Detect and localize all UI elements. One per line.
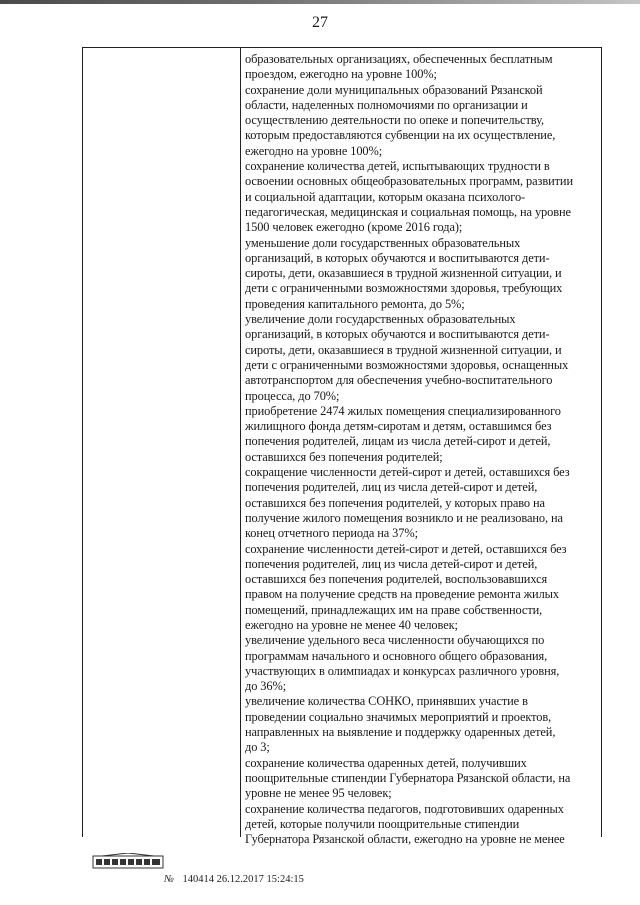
- text-line: проведении социально значимых мероприятий и проектов,: [245, 709, 552, 724]
- text-line: детей, которые получили поощрительные стипендии: [245, 816, 520, 831]
- text-line: образовательных организациях, обеспеченных бесплатным: [245, 52, 553, 66]
- text-line: Губернатора Рязанской области, ежегодно на уровне не менее: [245, 832, 565, 847]
- text-line: уменьшение доли государственных образовательных: [245, 235, 521, 250]
- text-line: автотранспортом для обеспечения учебно-воспитательного: [245, 373, 553, 388]
- text-line: проведения капитального ремонта, до 5%;: [245, 296, 465, 311]
- text-line: увеличение удельного веса численности обучающихся по: [245, 633, 545, 648]
- text-line: педагогическая, медицинская и социальная помощь, на уровне: [245, 204, 571, 219]
- text-line: сохранение количества педагогов, подготовивших одаренных: [245, 801, 564, 816]
- text-line: участвующих в олимпиадах и конкурсах различного уровня,: [245, 663, 560, 678]
- text-line: и социальной адаптации, которым оказана психолого-: [245, 189, 526, 204]
- text-line: жилищного фонда детям-сиротам и детям, оставшимся без: [245, 419, 552, 434]
- text-line: проездом, ежегодно на уровне 100%;: [245, 67, 437, 82]
- table-left-column: [83, 48, 241, 837]
- text-line: уровне не менее 95 человек;: [245, 786, 392, 801]
- page-number: 27: [312, 14, 328, 31]
- text-line: увеличение доли государственных образовательных: [245, 312, 516, 327]
- text-line: которым предоставляются субвенции на их осуществление,: [245, 128, 556, 143]
- text-line: сохранение количества детей, испытывающих трудности в: [245, 159, 550, 174]
- text-line: программам начального и основного общего образования,: [245, 648, 548, 663]
- text-line: 1500 человек ежегодно (кроме 2016 года);: [245, 220, 463, 235]
- text-line: помещений, принадлежащих им на праве собственности,: [245, 602, 543, 617]
- text-line: дети с ограниченными возможностями здоровья, требующих: [245, 281, 563, 296]
- text-line: сохранение количества одаренных детей, получивших: [245, 755, 527, 770]
- text-line: направленных на выявление и поддержку одаренных детей,: [245, 725, 556, 740]
- emblem-stamp-icon: [92, 853, 164, 873]
- text-line: организаций, в которых обучаются и воспитываются дети-: [245, 250, 550, 265]
- footer-doc-id: 140414: [182, 874, 215, 885]
- text-line: области, наделенных полномочиями по организации и: [245, 97, 528, 112]
- footer-number-sign: №: [164, 874, 174, 885]
- document-table: [82, 47, 602, 847]
- text-line: сокращение численности детей-сирот и детей, оставшихся без: [245, 465, 570, 480]
- text-line: сироты, дети, оказавшиеся в трудной жизненной ситуации, и: [245, 266, 562, 281]
- text-line: сохранение доли муниципальных образований Рязанской: [245, 82, 543, 97]
- text-line: конец отчетного периода на 37%;: [245, 526, 418, 541]
- text-line: оставшихся без попечения родителей;: [245, 449, 443, 464]
- text-line: правом на получение средств на проведение ремонта жилых: [245, 587, 559, 602]
- text-line: получение жилого помещения возникло и не реализовано, на: [245, 510, 563, 525]
- text-line: ежегодно на уровне 100%;: [245, 143, 383, 158]
- text-line: процесса, до 70%;: [245, 388, 340, 403]
- text-line: сохранение численности детей-сирот и детей, оставшихся без: [245, 541, 567, 556]
- text-line: организаций, в которых обучаются и воспитываются дети-: [245, 327, 550, 342]
- scan-edge-line: [0, 0, 640, 4]
- text-line: попечения родителей, лиц из числа детей-сирот и детей,: [245, 556, 538, 571]
- text-line: освоении основных общеобразовательных программ, развитии: [245, 174, 573, 189]
- text-line: осуществлению деятельности по опеке и попечительству,: [245, 113, 544, 128]
- text-line: оставшихся без попечения родителей, у которых право на: [245, 495, 545, 510]
- table-right-column-text: [245, 52, 599, 847]
- text-line: дети с ограниченными возможностями здоровья, оснащенных: [245, 357, 569, 372]
- text-line: сироты, дети, оказавшиеся в трудной жизненной ситуации, и: [245, 342, 562, 357]
- text-line: поощрительные стипендии Губернатора Рязанской области, на: [245, 770, 571, 785]
- text-line: попечения родителей, лиц из числа детей-сирот и детей,: [245, 480, 538, 495]
- text-line: ежегодно на уровне не менее 40 человек;: [245, 617, 458, 632]
- text-line: попечения родителей, лицам из числа детей-сирот и детей,: [245, 434, 551, 449]
- text-line: увеличение количества СОНКО, принявших участие в: [245, 694, 528, 709]
- text-line: оставшихся без попечения родителей, воспользовавшихся: [245, 572, 548, 587]
- text-line: до 3;: [245, 740, 270, 755]
- document-footer: [164, 874, 304, 885]
- text-line: до 36%;: [245, 679, 287, 694]
- footer-datetime: 26.12.2017 15:24:15: [216, 874, 304, 885]
- text-line: приобретение 2474 жилых помещения специализированного: [245, 403, 561, 418]
